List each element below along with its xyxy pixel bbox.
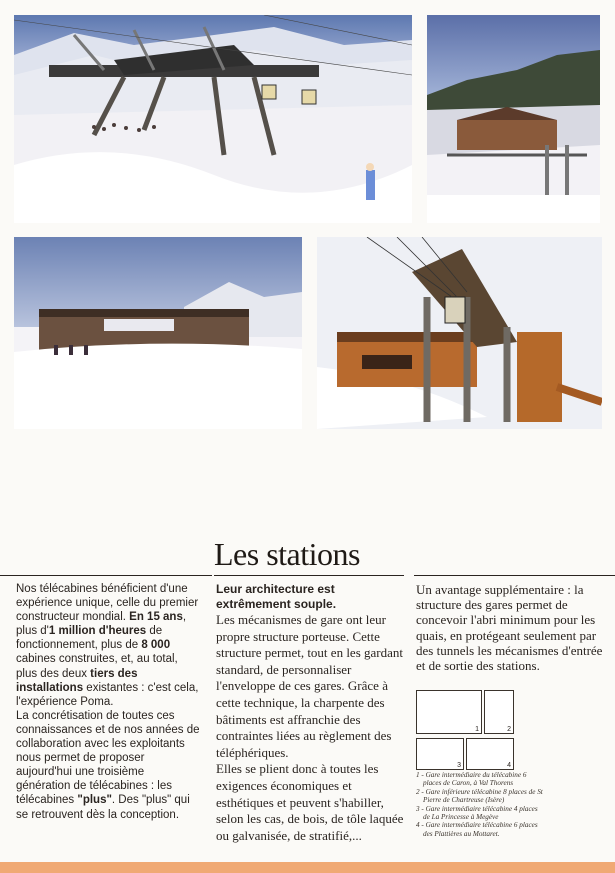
divider-right [414,575,615,576]
diagram-box-3: 3 [416,738,464,770]
diagram-box-2: 2 [484,690,514,734]
station-diagram [416,690,516,770]
photo-gondola-station-caron [14,15,412,223]
photo-wooden-station [14,237,302,429]
architecture-paragraph-1: Les mécanismes de gare ont leur propre structure porteuse. Cette structure permet, tout en les gardant standard, de personnaliser l'enveloppe de ces gares. Grâce à cette technique, la charpente des bâtiments est affranchie des contraintes liées au règlement des téléphériques. [216,612,403,760]
diagram-box-1: 1 [416,690,482,734]
architecture-lead: Leur architecture est extrêmement souple. [216,582,337,611]
column1-paragraph-2: La concrétisation de toutes ces connaissances et de nos années de collaboration avec les exploitants nous permet de proposer aujourd'hui une troisième génération de télécabines : les télécabines "plus". Des "plus" qui se retrouvent dès la conception. [16,709,200,821]
column-experience [16,582,201,822]
caption-1: 1 - Gare intermédiaire du télécabine 6 places de Caron, à Val Thorens [416,771,527,788]
page-title: Les stations [214,536,360,572]
caption-4: 4 - Gare intermédiaire télécabine 6 places des Plattières au Mottaret. [416,821,538,838]
divider-middle [214,575,404,576]
photo-captions [416,771,546,838]
caption-3: 3 - Gare intermédiaire télécabine 4 places de La Princesse à Megève [416,804,538,822]
photo-gondola-closeup [317,237,602,429]
photo-resort-village [427,15,600,223]
column-advantage [416,582,606,673]
accent-bar [0,862,615,873]
column1-paragraph: Nos télécabines bénéficient d'une expérience unique, celle du premier constructeur mondial. En 15 ans, plus d'1 million d'heures de fonctionnement, plus de 8 000 cabines construites, et, au total, plus des deux tiers des installations existantes : c'est cela, l'expérience Poma. [16,583,199,708]
column-architecture [216,582,406,844]
advantage-paragraph: Un avantage supplémentaire : la structure des gares permet de concevoir l'abri minimum pour les quais, en protégeant seulement par des tunnels les mécanismes d'entrée et de sortie des stations. [416,582,603,674]
architecture-paragraph-2: Elles se plient donc à toutes les exigences économiques et esthétiques et peuvent s'habiller, selon les cas, de bois, de tôle laquée ou galvanisée, de stratifié,... [216,761,404,843]
divider-left [0,575,212,576]
diagram-box-4: 4 [466,738,514,770]
caption-2: 2 - Gare inférieure télécabine 8 places de St Pierre de Chartreuse (Isère) [416,787,543,805]
